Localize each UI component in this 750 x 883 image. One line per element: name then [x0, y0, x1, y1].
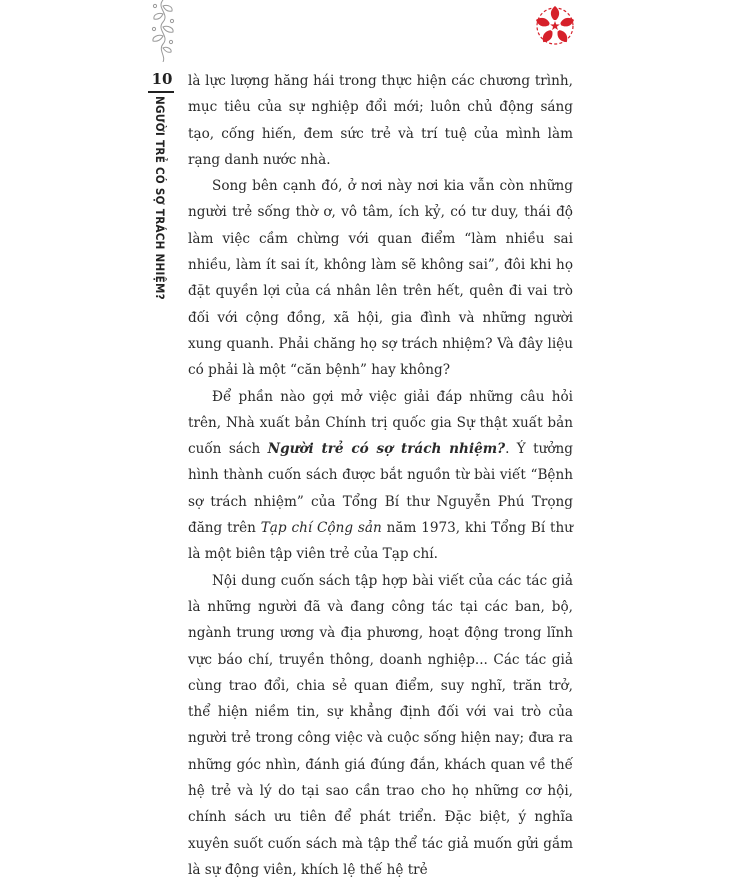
running-head — [150, 96, 170, 300]
page-number-rule — [148, 91, 174, 93]
paragraph-2: Song bên cạnh đó, ở nơi này nơi kia vẫn còn những người trẻ sống thờ ơ, vô tâm, ích kỷ, có tư duy, thái độ làm việc cầm chừng với quan điểm “làm nhiều sai nhiều, làm ít sai ít, không làm sẽ không sai”, đôi khi họ đặt quyền lợi của cá nhân lên trên hết, quên đi vai trò đối với cộng đồng, xã hội, gia đình và những người xung quanh. Phải chăng họ sợ trách nhiệm? Và đây liệu có phải là một “căn bệnh” hay không? — [188, 178, 573, 379]
paragraph-3 — [188, 384, 573, 568]
book-title: Người trẻ có sợ trách nhiệm? — [267, 441, 506, 458]
paragraph-1: là lực lượng hăng hái trong thực hiện các chương trình, mục tiêu của sự nghiệp đổi mới; luôn chủ động sáng tạo, cống hiến, đem sức trẻ và trí tuệ của mình làm rạng danh nước nhà. — [188, 73, 573, 168]
running-head-text: NGƯỜI TRẺ CÓ SỢ TRÁCH NHIỆM? — [153, 96, 167, 300]
page-number: 10 — [151, 70, 173, 88]
floral-vine-ornament-icon — [146, 0, 180, 62]
paragraph-4: Nội dung cuốn sách tập hợp bài viết của các tác giả là những người đã và đang công tác tại các ban, bộ, ngành trung ương và địa phương, hoạt động trong lĩnh vực báo chí, truyền thông, doanh nghiệp... Các tác giả cùng trao đổi, chia sẻ quan điểm, suy nghĩ, trăn trở, thể hiện niềm tin, sự khẳng định đối với vai trò của người trẻ trong công việc và cuộc sống hiện nay; đưa ra những góc nhìn, đánh giá đúng đắn, khách quan về thế hệ trẻ và lý do tại sao cần trao cho họ những cơ hội, chính sách ưu tiên để phát triển. Đặc biệt, ý nghĩa xuyên suốt cuốn sách mà tập thể tác giả muốn gửi gắm là sự động viên, khích lệ thế hệ trẻ — [188, 572, 573, 878]
paragraph-3-part-c: năm 1973, khi Tổng Bí thư là một biên tập viên trẻ của Tạp chí. — [188, 520, 573, 563]
paragraph-3-part-a: Để phần nào gợi mở việc giải đáp những câu hỏi trên, Nhà xuất bản Chính trị quốc gia Sự thật xuất bản cuốn sách — [188, 388, 573, 458]
body-text — [188, 68, 573, 883]
paragraph-3-part-b: . Ý tưởng hình thành cuốn sách được bắt nguồn từ bài viết “Bệnh sợ trách nhiệm” của Tổng Bí thư Nguyễn Phú Trọng đăng trên — [188, 441, 574, 537]
journal-name: Tạp chí Cộng sản — [260, 520, 382, 537]
red-star-flower-logo-icon — [533, 4, 577, 48]
